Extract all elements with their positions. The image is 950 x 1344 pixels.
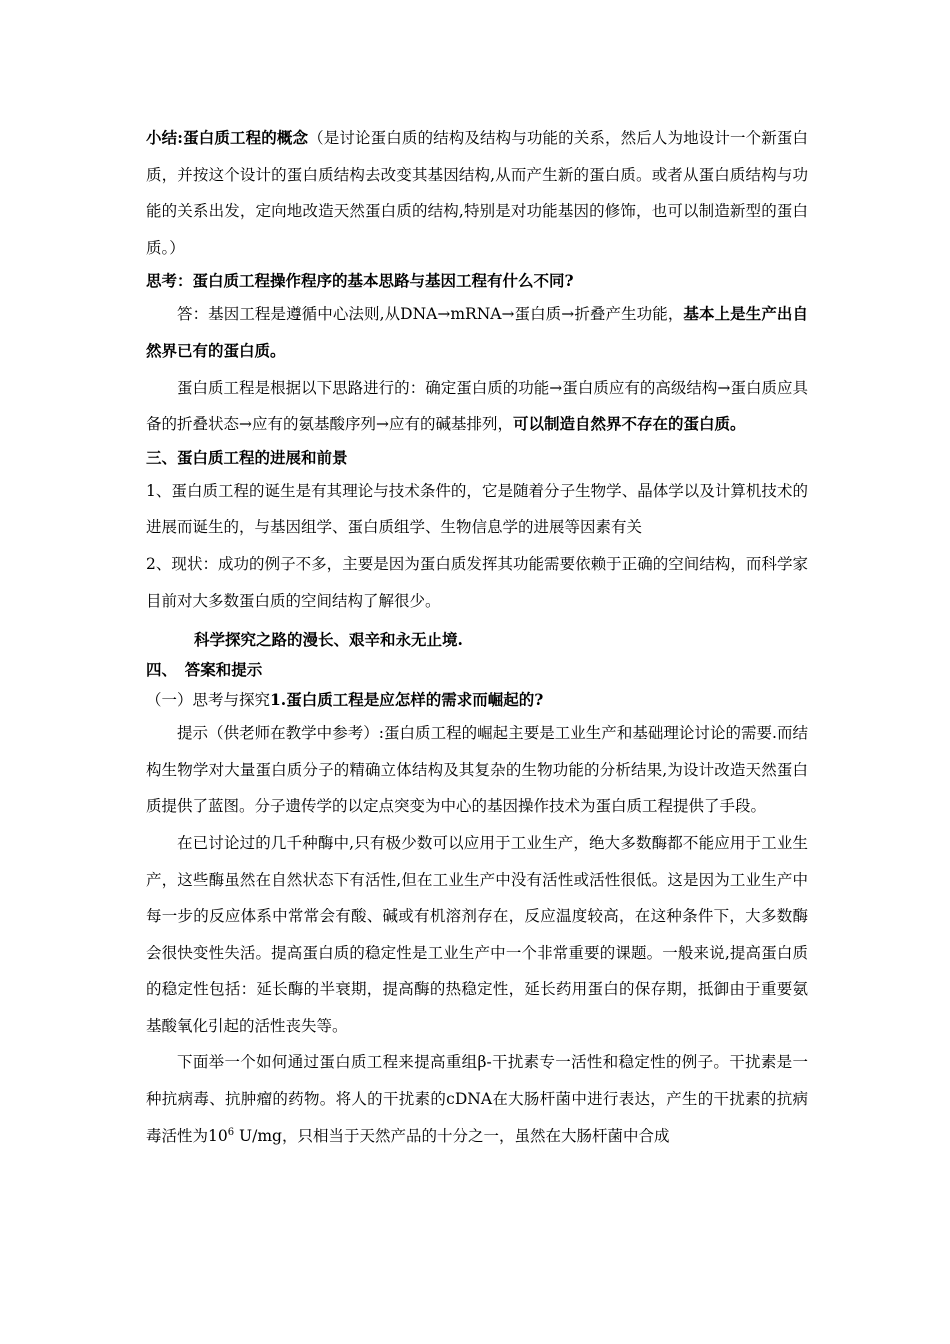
sub-prefix: （一）思考与探究 (146, 691, 271, 710)
sub-question: 1.蛋白质工程是应怎样的需求而崛起的? (270, 690, 544, 710)
section4-subheading (146, 685, 808, 715)
section3-item-1: 1、蛋白质工程的诞生是有其理论与技术条件的，它是随着分子生物学、晶体学以及计算机技术的进展而诞生的，与基因组学、蛋白质组学、生物信息学的进展等因素有关 (146, 481, 808, 537)
section3-heading: 三、蛋白质工程的进展和前景 (146, 447, 348, 467)
section3-motto: 科学探究之路的漫长、艰辛和永无止境. (194, 630, 463, 650)
document-body (146, 120, 808, 1154)
hint-paragraph-1: 提示（供老师在教学中参考）:蛋白质工程的崛起主要是工业生产和基础理论讨论的需要.而结构生物学对大量蛋白质分子的精确立体结构及其复杂的生物功能的分析结果,为设计改造天然蛋白质提供了蓝图。分子遗传学的以定点突变为中心的基因操作技术为蛋白质工程提供了手段。 (146, 724, 808, 816)
answer2-text: 蛋白质工程是根据以下思路进行的：确定蛋白质的功能→蛋白质应有的高级结构→蛋白质应具备的折叠状态→应有的氨基酸序列→应有的碱基排列， (146, 378, 808, 434)
hint-paragraph-3 (146, 1044, 808, 1154)
summary-text: （是讨论蛋白质的结构及结构与功能的关系，然后人为地设计一个新蛋白质，并按这个设计的蛋白质结构去改变其基因结构,从而产生新的蛋白质。或者从蛋白质结构与功能的关系出发，定向地改造天然蛋白质的结构,特别是对功能基因的修饰，也可以制造新型的蛋白质。） (146, 129, 808, 257)
think-answer-1 (146, 296, 808, 369)
section4-heading: 四、 答案和提示 (146, 660, 263, 680)
summary-label: 小结:蛋白质工程的概念 (146, 128, 309, 147)
answer2-bold: 可以制造自然界不存在的蛋白质。 (512, 414, 746, 434)
para3-before: 下面举一个如何通过蛋白质工程来提高重组β-干扰素专一活性和稳定性的例子。干扰素是一种抗病毒、抗肿瘤的药物。将人的干扰素的cDNA在大肠杆菌中进行表达，产生的干扰素的抗病毒活性为10 (146, 1053, 808, 1145)
think-question: 思考：蛋白质工程操作程序的基本思路与基因工程有什么不同? (146, 271, 574, 291)
think-answer-2 (146, 370, 808, 443)
para3-after: U/mg，只相当于天然产品的十分之一，虽然在大肠杆菌中合成 (234, 1126, 670, 1145)
summary-paragraph (146, 120, 808, 266)
answer1-bold: 基本上是生产出自然界已有的蛋白质。 (146, 304, 808, 360)
para3-exponent: 6 (227, 1126, 235, 1138)
answer1-text: 答：基因工程是遵循中心法则,从DNA→mRNA→蛋白质→折叠产生功能， (177, 305, 684, 324)
section3-item-2: 2、现状：成功的例子不多，主要是因为蛋白质发挥其功能需要依赖于正确的空间结构，而科学家目前对大多数蛋白质的空间结构了解很少。 (146, 554, 808, 610)
hint-paragraph-2: 在已讨论过的几千种酶中,只有极少数可以应用于工业生产，绝大多数酶都不能应用于工业生产，这些酶虽然在自然状态下有活性,但在工业生产中没有活性或活性很低。这是因为工业生产中每一步的反应体系中常常会有酸、碱或有机溶剂存在，反应温度较高，在这种条件下，大多数酶会很快变性失活。提高蛋白质的稳定性是工业生产中一个非常重要的课题。一般来说,提高蛋白质的稳定性包括：延长酶的半衰期，提高酶的热稳定性，延长药用蛋白的保存期，抵御由于重要氨基酸氧化引起的活性丧失等。 (146, 833, 808, 1035)
